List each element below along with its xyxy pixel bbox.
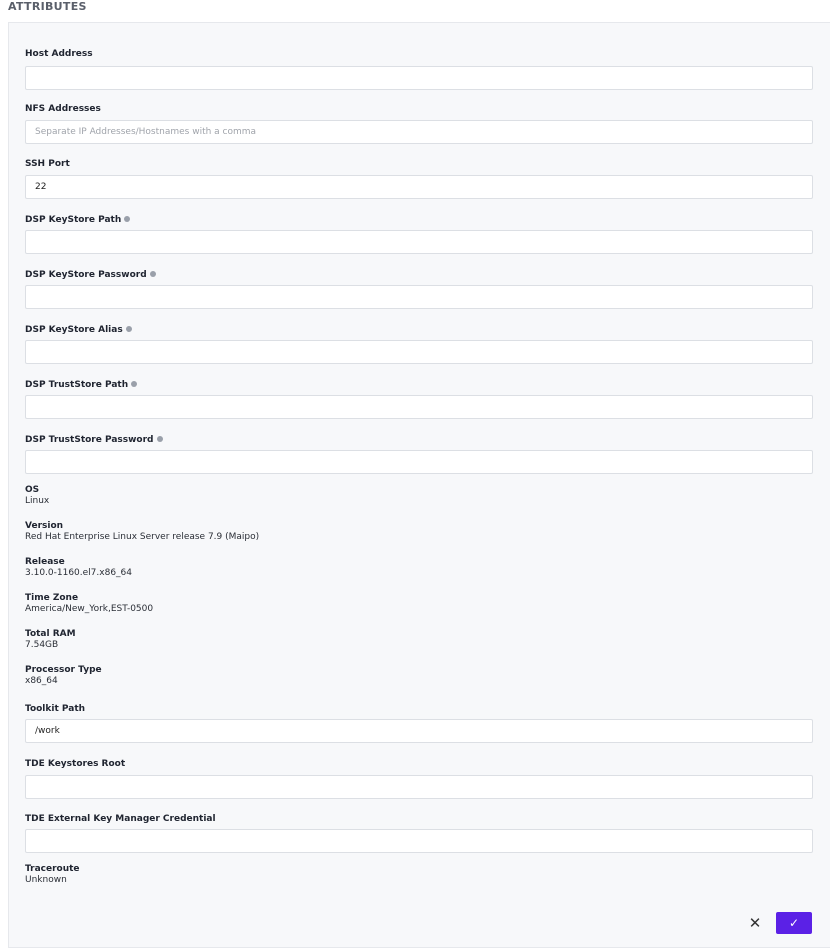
dsp-truststore-password-group	[25, 434, 813, 446]
dsp-truststore-password-label: DSP TrustStore Password	[25, 434, 813, 446]
info-icon[interactable]	[126, 326, 132, 332]
confirm-button[interactable]	[776, 912, 812, 934]
ssh-port-label: SSH Port	[25, 159, 70, 169]
traceroute-label: Traceroute	[25, 864, 80, 874]
os-info	[25, 484, 813, 507]
toolkit-path-group	[25, 703, 813, 715]
ssh-port-input[interactable]	[25, 175, 813, 199]
tde-ekm-credential-input[interactable]	[25, 829, 813, 853]
tde-keystores-root-input[interactable]	[25, 775, 813, 799]
dsp-keystore-password-group	[25, 269, 813, 281]
release-label: Release	[25, 557, 65, 567]
dsp-keystore-alias-input[interactable]	[25, 340, 813, 364]
dsp-truststore-path-input[interactable]	[25, 395, 813, 419]
total-ram-info	[25, 628, 813, 651]
info-icon[interactable]	[131, 381, 137, 387]
traceroute-value: Unknown	[25, 875, 67, 885]
dsp-keystore-password-input[interactable]	[25, 285, 813, 309]
info-icon[interactable]	[150, 271, 156, 277]
time-zone-value: America/New_York,EST-0500	[25, 604, 154, 614]
processor-type-label: Processor Type	[25, 665, 102, 675]
dsp-keystore-path-label: DSP KeyStore Path	[25, 214, 813, 226]
check-icon: ✓	[788, 916, 800, 930]
time-zone-label: Time Zone	[25, 593, 79, 603]
time-zone-info	[25, 592, 813, 615]
processor-type-value: x86_64	[25, 676, 58, 686]
nfs-addresses-group	[25, 103, 813, 115]
dsp-keystore-password-label: DSP KeyStore Password	[25, 269, 813, 281]
dsp-keystore-path-group	[25, 214, 813, 226]
ssh-port-group	[25, 158, 813, 170]
tde-keystores-root-label: TDE Keystores Root	[25, 759, 126, 769]
dsp-truststore-path-group	[25, 379, 813, 391]
release-value: 3.10.0-1160.el7.x86_64	[25, 568, 132, 578]
nfs-addresses-input[interactable]	[25, 120, 813, 144]
dsp-truststore-password-input[interactable]	[25, 450, 813, 474]
section-title: ATTRIBUTES	[8, 0, 87, 13]
host-address-input[interactable]	[25, 66, 813, 90]
nfs-addresses-label: NFS Addresses	[25, 104, 101, 114]
total-ram-value: 7.54GB	[25, 640, 59, 650]
release-info	[25, 556, 813, 579]
dsp-keystore-alias-label: DSP KeyStore Alias	[25, 324, 813, 336]
total-ram-label: Total RAM	[25, 629, 76, 639]
toolkit-path-label: Toolkit Path	[25, 704, 86, 714]
attributes-panel	[8, 22, 830, 948]
dsp-truststore-path-label: DSP TrustStore Path	[25, 379, 813, 391]
tde-ekm-credential-group	[25, 813, 813, 825]
close-icon: ✕	[748, 914, 762, 932]
version-label: Version	[25, 521, 64, 531]
version-value: Red Hat Enterprise Linux Server release 7.9 (Maipo)	[25, 532, 260, 542]
cancel-button[interactable]	[744, 912, 766, 934]
tde-keystores-root-group	[25, 758, 813, 770]
toolkit-path-input[interactable]	[25, 719, 813, 743]
traceroute-info	[25, 863, 813, 886]
tde-ekm-credential-label: TDE External Key Manager Credential	[25, 814, 216, 824]
host-address-label: Host Address	[25, 49, 93, 59]
info-icon[interactable]	[124, 216, 130, 222]
version-info	[25, 520, 813, 543]
os-value: Linux	[25, 496, 50, 506]
dsp-keystore-path-input[interactable]	[25, 230, 813, 254]
os-label: OS	[25, 485, 40, 495]
host-address-group	[25, 48, 813, 60]
processor-type-info	[25, 664, 813, 687]
dsp-keystore-alias-group	[25, 324, 813, 336]
info-icon[interactable]	[157, 436, 163, 442]
